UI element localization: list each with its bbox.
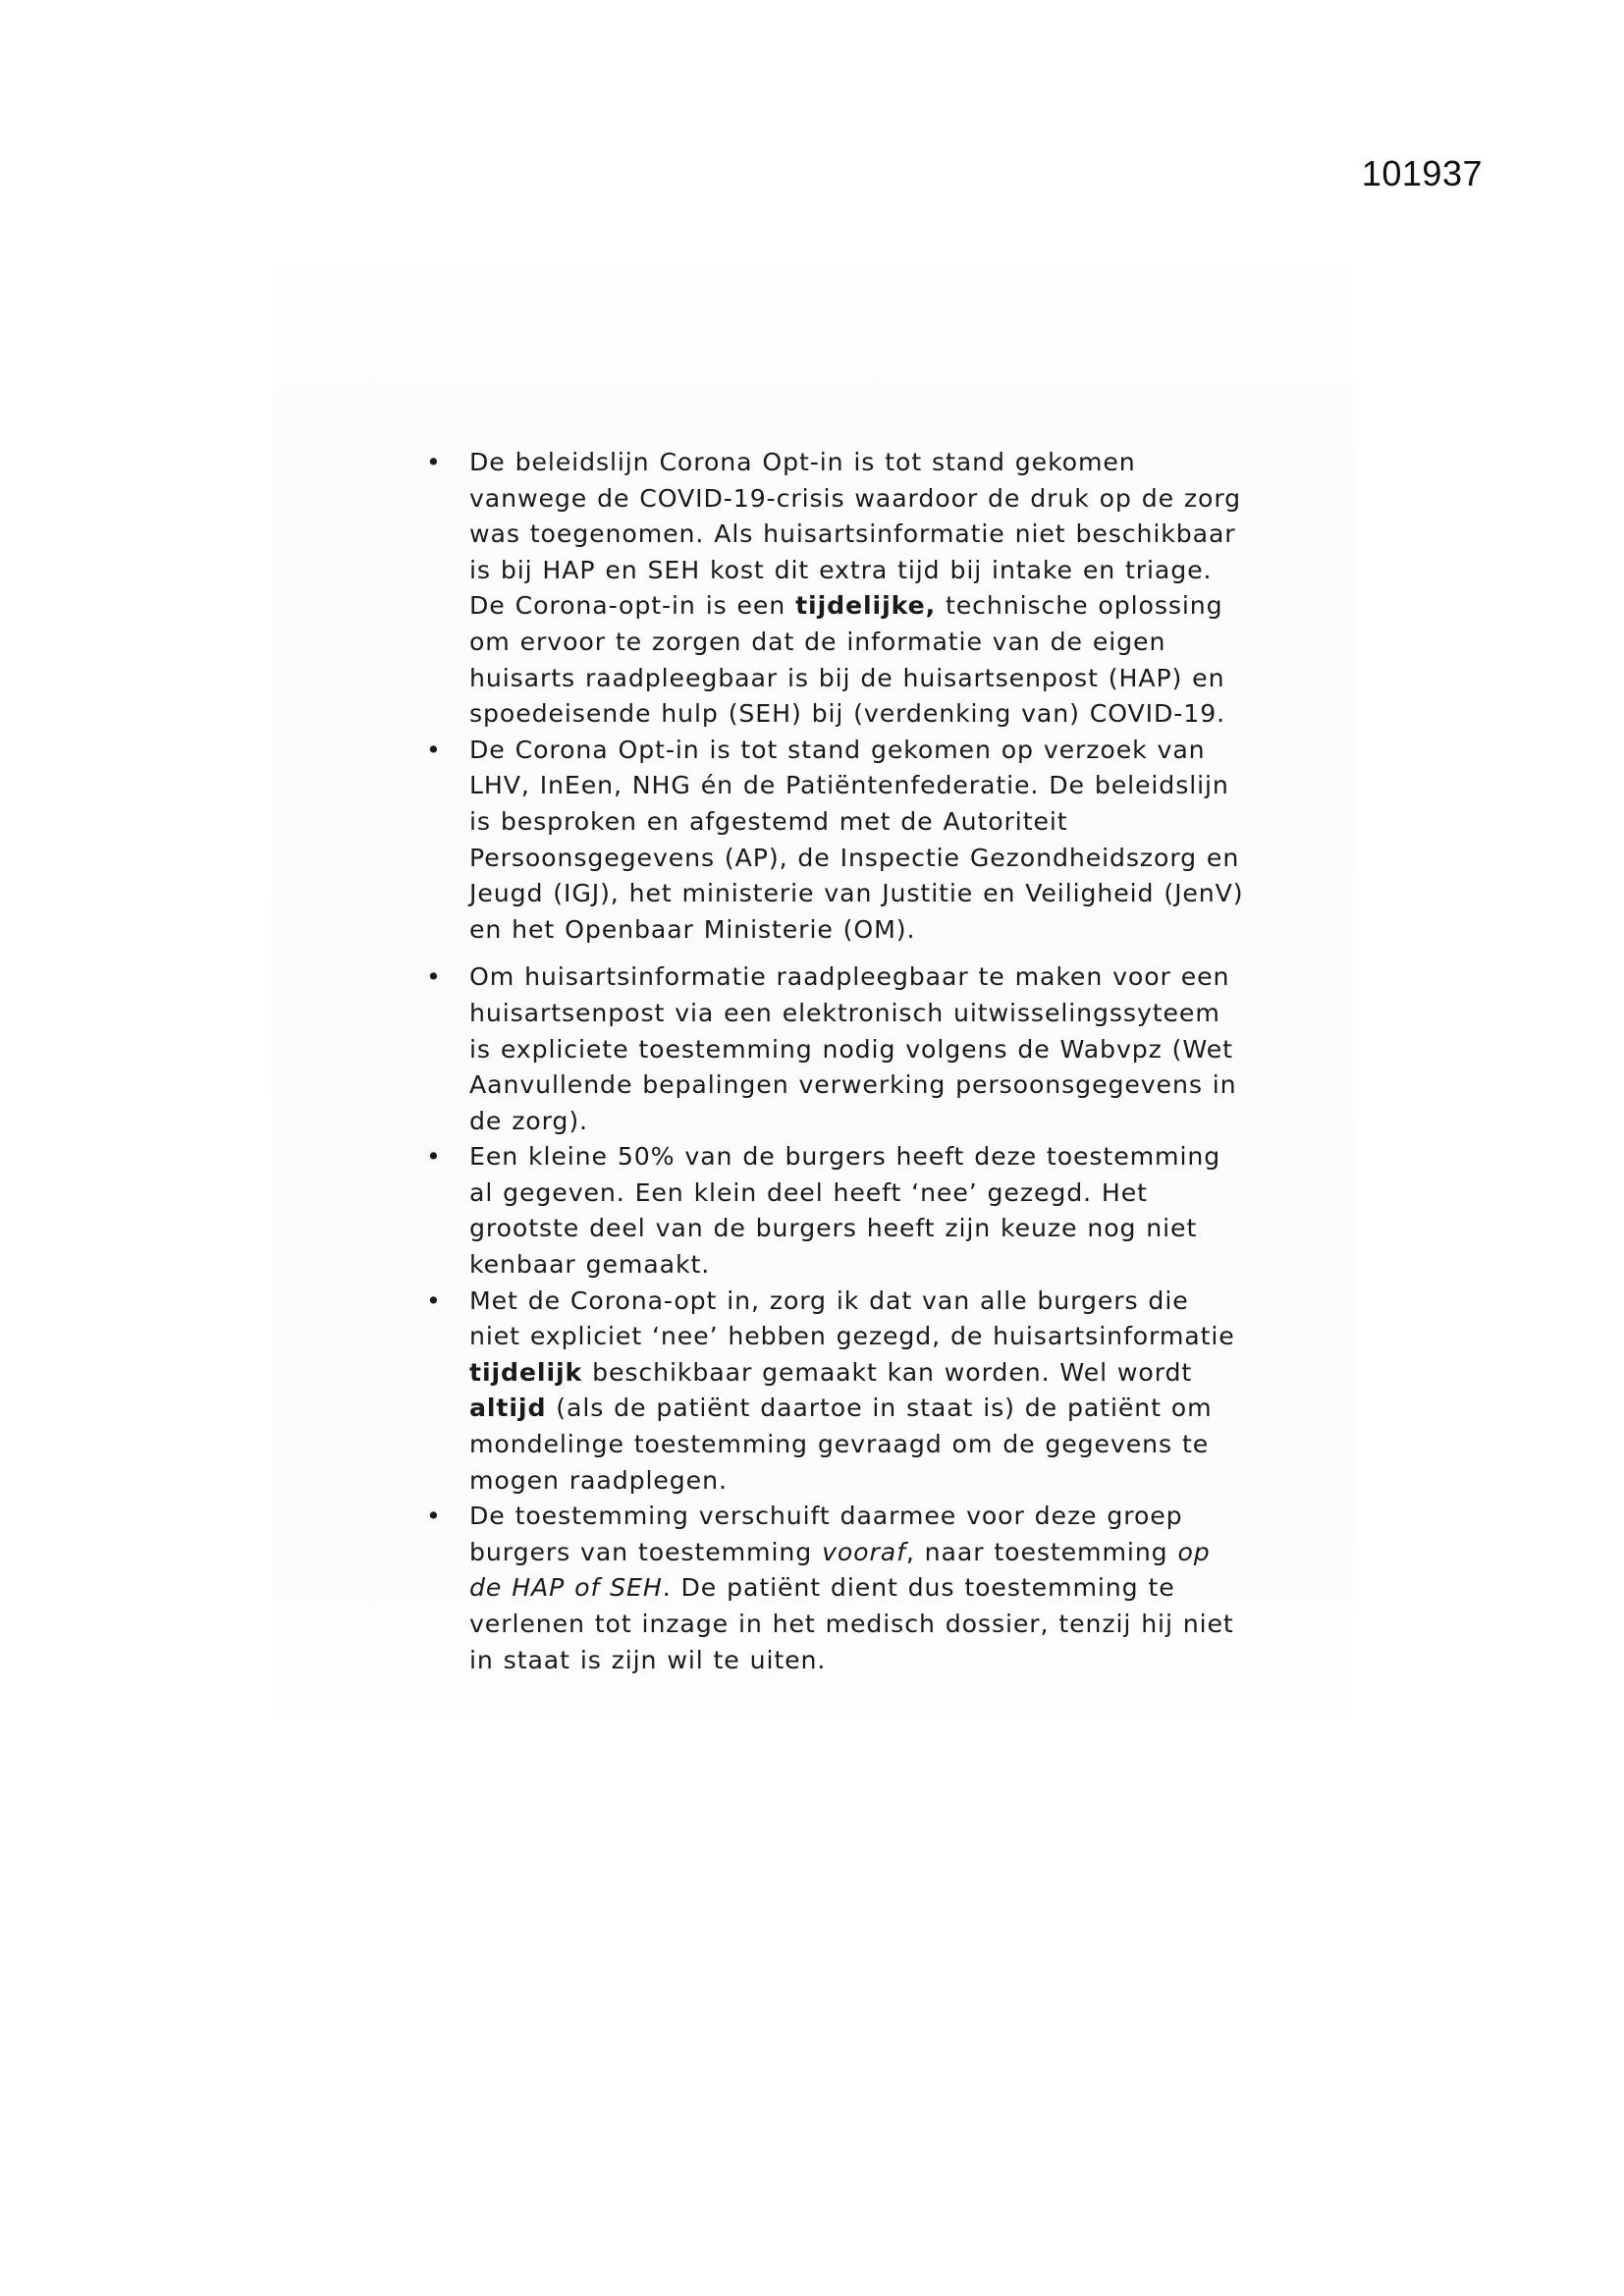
bullet-item [422, 959, 1247, 1139]
bullet-text-bold: altijd [469, 1394, 547, 1423]
bullet-item [422, 445, 1251, 733]
bullet-list [422, 445, 1254, 1678]
bullet-text: De Corona Opt-in is tot stand gekomen op verzoek van LHV, InEen, NHG én de Patiëntenfederatie. De beleidslijn is besproken en afgestemd met de Autoriteit Persoonsgegevens (AP), de Inspectie Gezondheidszorg en Jeugd (IGJ), het ministerie van Justitie en Veiligheid (JenV) en het Openbaar Ministerie (OM). [469, 735, 1254, 944]
bullet-text: Een kleine 50% van de burgers heeft deze toestemming al gegeven. Een klein deel heeft ‘nee’ gezegd. Het grootste deel van de burgers heeft zijn keuze nog niet kenbaar gemaakt. [469, 1142, 1231, 1280]
bullet-dot-icon: • [426, 1285, 442, 1315]
bullet-item [422, 733, 1254, 949]
bullet-text: . De patiënt dient dus toestemming te verlenen tot inzage in het medisch dossier, tenzij hij niet in staat is zijn wil te uiten. [469, 1573, 1244, 1674]
bullet-text: beschikbaar gemaakt kan worden. Wel wordt [582, 1357, 1203, 1387]
bullet-text: , naar toestemming [905, 1537, 1178, 1566]
bullet-text: De beleidslijn Corona Opt-in is tot stand gekomen vanwege de COVID-19-crisis waardoor de druk op de zorg was toegenomen. Als huisartsinformatie niet beschikbaar is bij HAP en SEH kost dit extra tijd bij intake en triage. De Corona-opt-in is een [469, 448, 1251, 621]
bullet-text: Met de Corona-opt in, zorg ik dat van alle burgers die niet expliciet ‘nee’ hebben gezegd, de huisartsinformatie [469, 1285, 1245, 1351]
bullet-item [422, 1139, 1247, 1283]
bullet-text-bold: tijdelijke, [795, 591, 937, 621]
bullet-item [422, 1284, 1247, 1500]
bullet-item [422, 1499, 1247, 1678]
bullet-text: Om huisartsinformatie raadpleegbaar te maken voor een huisartsenpost via een elektronisch uitwisselingssyteem is expliciete toestemming nodig volgens de Wabvpz (Wet Aanvullende bepalingen verwerking persoonsgegevens in de zorg). [469, 962, 1247, 1135]
bullet-text: technische oplossing om ervoor te zorgen dat de informatie van de eigen huisarts raadpleegbaar is bij de huisartsenpost (HAP) en spoedeisende hulp (SEH) bij (verdenking van) COVID-19. [469, 591, 1235, 729]
bullet-dot-icon: • [426, 962, 442, 992]
bullet-text: (als de patiënt daartoe in staat is) de patiënt om mondelinge toestemming gevraagd om de gegevens te mogen raadplegen. [469, 1394, 1222, 1495]
bullet-dot-icon: • [426, 448, 442, 476]
document-number: 101937 [1361, 153, 1483, 193]
bullet-text-italic: op de HAP of SEH [469, 1537, 1220, 1603]
bullet-dot-icon: • [426, 1142, 442, 1172]
bullet-text-italic: vooraf [822, 1537, 906, 1566]
bullet-text: De toestemming verschuift daarmee voor deze groep burgers van toestemming [469, 1502, 1193, 1566]
bullet-dot-icon: • [426, 1502, 442, 1531]
bullet-dot-icon: • [426, 735, 442, 764]
bullet-text-bold: tijdelijk [469, 1357, 583, 1387]
